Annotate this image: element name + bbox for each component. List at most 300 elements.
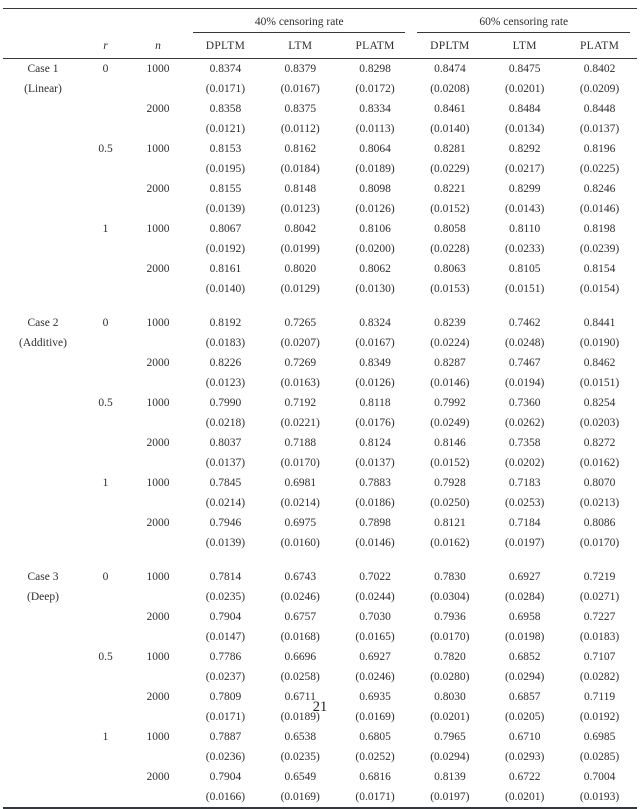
r-cell [83,159,128,179]
value-cell: 0.6852 [508,651,541,663]
value-cell: 0.6722 [508,771,541,783]
se-cell: (0.0282) [579,671,620,683]
value-cell: 0.7227 [583,611,616,623]
se-cell: (0.0137) [205,457,246,469]
r-cell [83,453,128,473]
value-cell: 0.8162 [284,143,317,155]
case-name-cell [3,647,83,667]
se-cell: (0.0166) [205,791,246,803]
n-cell [128,333,188,353]
se-row [3,373,637,393]
page-number: 21 [312,699,328,715]
se-cell: (0.0193) [579,791,620,803]
se-cell: (0.0250) [430,497,470,509]
case-subname-cell [3,413,83,433]
value-cell: 0.6743 [284,571,317,583]
r-cell [83,767,128,787]
se-cell: (0.0229) [430,163,470,175]
value-row [3,313,637,333]
r-cell [83,587,128,607]
se-cell: (0.0139) [205,537,246,549]
se-cell: (0.0205) [505,711,545,723]
value-cell: 0.8441 [583,317,616,329]
case-name-cell [3,607,83,627]
value-cell: 0.8154 [583,263,616,275]
se-cell: (0.0244) [355,591,395,603]
se-cell: (0.0112) [280,123,320,135]
n-cell [128,533,188,553]
value-cell: 0.6711 [284,691,316,703]
case-subname-cell: (Linear) [24,83,62,95]
n-cell [128,159,188,179]
se-cell: (0.0123) [280,203,320,215]
n-cell: 2000 [146,517,170,529]
se-cell: (0.0248) [505,337,545,349]
se-cell: (0.0172) [355,83,395,95]
r-cell [83,333,128,353]
col-group-60-label: 60% censoring rate [417,16,630,33]
se-cell: (0.0113) [355,123,395,135]
value-cell: 0.6935 [359,691,391,703]
value-row [3,179,637,199]
r-cell [83,413,128,433]
se-cell: (0.0221) [280,417,320,429]
se-cell: (0.0233) [505,243,545,255]
case-gap [3,299,637,313]
se-cell: (0.0167) [355,337,395,349]
value-cell: 0.8062 [359,263,391,275]
se-cell: (0.0214) [280,497,320,509]
value-row [3,567,637,587]
value-cell: 0.6805 [359,731,391,743]
r-cell [83,373,128,393]
r-header: r [83,33,128,59]
value-cell: 0.7358 [508,437,541,449]
table-body [3,59,637,809]
value-cell: 0.6757 [284,611,317,623]
se-cell: (0.0202) [505,457,545,469]
n-cell: 2000 [146,103,170,115]
r-cell [83,199,128,219]
value-cell: 0.8058 [434,223,466,235]
value-row [3,353,637,373]
value-cell: 0.7990 [209,397,242,409]
se-row [3,493,637,513]
value-row [3,219,637,239]
se-cell: (0.0262) [505,417,545,429]
value-cell: 0.6816 [359,771,391,783]
se-cell: (0.0137) [579,123,620,135]
n-cell [128,707,188,727]
se-cell: (0.0225) [579,163,620,175]
se-cell: (0.0285) [579,751,620,763]
se-cell: (0.0189) [355,163,395,175]
value-row [3,513,637,533]
value-cell: 0.8198 [583,223,616,235]
value-cell: 0.7192 [284,397,317,409]
se-cell: (0.0192) [205,243,246,255]
r-cell [83,747,128,767]
case-name-cell [3,353,83,373]
se-cell: (0.0154) [579,283,620,295]
se-cell: (0.0304) [430,591,470,603]
value-cell: 0.7022 [359,571,391,583]
value-cell: 0.8287 [434,357,466,369]
value-cell: 0.8105 [508,263,541,275]
se-cell: (0.0146) [355,537,395,549]
n-header: n [128,33,188,59]
value-cell: 0.8254 [583,397,616,409]
n-cell: 2000 [146,437,170,449]
r-cell: 1 [102,731,109,743]
value-cell: 0.8272 [583,437,616,449]
se-cell: (0.0169) [355,711,395,723]
group-header-spacer [3,9,188,34]
value-cell: 0.8106 [359,223,391,235]
case-subname-cell [3,667,83,687]
se-row [3,159,637,179]
value-cell: 0.7183 [508,477,541,489]
value-cell: 0.8155 [209,183,242,195]
value-cell: 0.7119 [583,691,616,703]
value-cell: 0.8124 [359,437,391,449]
value-cell: 0.8064 [359,143,391,155]
value-cell: 0.7845 [209,477,242,489]
se-cell: (0.0294) [430,751,470,763]
case-gap-cell [3,299,637,313]
n-cell [128,79,188,99]
value-cell: 0.8246 [583,183,616,195]
n-cell [128,493,188,513]
case-name-cell [3,727,83,747]
se-cell: (0.0246) [280,591,320,603]
value-cell: 0.6857 [508,691,541,703]
value-cell: 0.7269 [284,357,317,369]
case-name-cell [3,433,83,453]
value-row [3,767,637,787]
n-cell [128,119,188,139]
se-cell: (0.0134) [505,123,545,135]
case-subname-cell [3,239,83,259]
value-cell: 0.8030 [434,691,466,703]
r-cell: 1 [102,477,109,489]
value-cell: 0.8192 [209,317,242,329]
value-cell: 0.7107 [583,651,616,663]
value-cell: 0.7184 [508,517,541,529]
case-name-cell [3,219,83,239]
case-name-cell: Case 1 [27,63,59,75]
r-cell: 0 [102,317,109,329]
value-cell: 0.7936 [434,611,466,623]
se-cell: (0.0237) [205,671,246,683]
value-cell: 0.8020 [284,263,317,275]
value-cell: 0.8098 [359,183,391,195]
se-cell: (0.0153) [430,283,470,295]
se-cell: (0.0168) [280,631,320,643]
n-cell: 1000 [146,477,170,489]
value-row [3,687,637,707]
r-cell [83,353,128,373]
value-row [3,259,637,279]
value-cell: 0.8042 [284,223,317,235]
value-cell: 0.7188 [284,437,317,449]
value-cell: 0.8067 [209,223,242,235]
case-subname-cell [3,373,83,393]
se-cell: (0.0271) [579,591,620,603]
r-cell [83,433,128,453]
case-subname-cell: (Deep) [27,591,59,603]
r-cell [83,279,128,299]
value-cell: 0.8148 [284,183,317,195]
case-name-cell [3,473,83,493]
value-cell: 0.8121 [434,517,466,529]
n-cell [128,627,188,647]
se-cell: (0.0218) [205,417,246,429]
value-cell: 0.7883 [359,477,391,489]
se-cell: (0.0140) [205,283,246,295]
se-cell: (0.0201) [505,791,545,803]
value-cell: 0.7786 [209,651,242,663]
case-gap [3,553,637,567]
se-cell: (0.0214) [205,497,246,509]
value-cell: 0.8146 [434,437,466,449]
se-cell: (0.0176) [355,417,395,429]
se-cell: (0.0151) [505,283,545,295]
se-cell: (0.0162) [579,457,620,469]
se-cell: (0.0239) [579,243,620,255]
method-header-ltm-40: LTM [263,33,338,59]
se-cell: (0.0169) [280,791,320,803]
n-cell: 2000 [146,771,170,783]
case-subname-cell [3,119,83,139]
case-name-cell [3,393,83,413]
value-cell: 0.7219 [583,571,616,583]
se-cell: (0.0183) [579,631,620,643]
value-cell: 0.6710 [508,731,541,743]
value-cell: 0.7467 [508,357,541,369]
value-cell: 0.8070 [583,477,616,489]
method-header-ltm-60: LTM [487,33,562,59]
method-header-platm-60: PLATM [562,33,637,59]
value-cell: 0.8484 [508,103,541,115]
value-row [3,647,637,667]
se-cell: (0.0217) [505,163,545,175]
se-cell: (0.0170) [280,457,320,469]
se-cell: (0.0163) [280,377,320,389]
r-cell: 0.5 [98,651,113,663]
value-cell: 0.8379 [284,63,317,75]
case-name-cell [3,513,83,533]
n-cell [128,373,188,393]
se-cell: (0.0183) [205,337,246,349]
se-row [3,333,637,353]
value-cell: 0.8298 [359,63,391,75]
r-cell [83,79,128,99]
se-cell: (0.0146) [430,377,470,389]
se-cell: (0.0246) [355,671,395,683]
n-cell [128,453,188,473]
se-cell: (0.0252) [355,751,395,763]
se-cell: (0.0209) [579,83,620,95]
value-cell: 0.7992 [434,397,466,409]
se-cell: (0.0130) [355,283,395,295]
r-cell [83,687,128,707]
case-subname-cell [3,159,83,179]
value-cell: 0.8448 [583,103,616,115]
n-cell: 1000 [146,143,170,155]
se-cell: (0.0199) [280,243,320,255]
r-cell [83,99,128,119]
value-cell: 0.8153 [209,143,242,155]
value-row [3,59,637,80]
se-cell: (0.0160) [280,537,320,549]
case-name-cell [3,99,83,119]
value-cell: 0.7809 [209,691,242,703]
se-cell: (0.0228) [430,243,470,255]
case-subname-cell [3,533,83,553]
value-cell: 0.8292 [508,143,541,155]
se-cell: (0.0293) [505,751,545,763]
case-subname-cell [3,627,83,647]
value-cell: 0.8161 [209,263,242,275]
value-cell: 0.8299 [508,183,541,195]
value-cell: 0.7030 [359,611,391,623]
se-cell: (0.0151) [579,377,620,389]
value-cell: 0.8037 [209,437,242,449]
se-row [3,279,637,299]
se-cell: (0.0253) [505,497,545,509]
se-row [3,199,637,219]
n-cell: 1000 [146,731,170,743]
se-cell: (0.0203) [579,417,620,429]
value-cell: 0.8226 [209,357,242,369]
value-cell: 0.7965 [434,731,466,743]
value-cell: 0.8086 [583,517,616,529]
method-header-platm-40: PLATM [338,33,413,59]
se-cell: (0.0171) [205,711,246,723]
r-cell: 0 [102,571,109,583]
case-name-cell [3,259,83,279]
se-cell: (0.0197) [430,791,470,803]
se-cell: (0.0171) [355,791,395,803]
case-subname-cell: (Additive) [19,337,67,349]
case-name-cell [3,179,83,199]
r-cell: 0.5 [98,397,113,409]
value-cell: 0.8358 [209,103,242,115]
n-cell [128,587,188,607]
r-cell [83,533,128,553]
se-cell: (0.0280) [430,671,470,683]
n-cell [128,413,188,433]
se-cell: (0.0189) [280,711,320,723]
se-row [3,707,637,727]
r-cell [83,493,128,513]
case-name-cell: Case 3 [27,571,59,583]
value-cell: 0.6696 [284,651,317,663]
se-row [3,119,637,139]
value-cell: 0.6981 [284,477,317,489]
method-header-dpltm-40: DPLTM [188,33,263,59]
case-name-cell [3,767,83,787]
se-cell: (0.0137) [355,457,395,469]
method-header-row [3,33,637,59]
se-cell: (0.0186) [355,497,395,509]
n-cell: 2000 [146,357,170,369]
n-cell: 1000 [146,571,170,583]
r-cell [83,787,128,808]
se-cell: (0.0143) [505,203,545,215]
value-cell: 0.8334 [359,103,391,115]
se-cell: (0.0213) [579,497,620,509]
se-cell: (0.0200) [355,243,395,255]
value-row [3,727,637,747]
n-cell [128,667,188,687]
value-cell: 0.8281 [434,143,466,155]
se-row [3,747,637,767]
value-row [3,393,637,413]
value-cell: 0.7462 [508,317,541,329]
case-gap-cell [3,553,637,567]
se-cell: (0.0201) [430,711,470,723]
value-cell: 0.7360 [508,397,541,409]
se-row [3,587,637,607]
r-cell [83,627,128,647]
se-cell: (0.0236) [205,751,246,763]
r-cell: 0.5 [98,143,113,155]
case-subname-cell [3,747,83,767]
value-cell: 0.7830 [434,571,466,583]
value-cell: 0.6985 [583,731,616,743]
case-name-cell [3,687,83,707]
n-cell: 1000 [146,317,170,329]
r-cell [83,707,128,727]
col-group-40-label: 40% censoring rate [193,16,405,33]
se-cell: (0.0123) [205,377,246,389]
value-cell: 0.7820 [434,651,466,663]
value-row [3,99,637,119]
case-subname-cell [3,787,83,808]
se-row [3,239,637,259]
se-cell: (0.0192) [579,711,620,723]
se-cell: (0.0184) [280,163,320,175]
value-cell: 0.8349 [359,357,391,369]
se-row [3,787,637,808]
se-cell: (0.0152) [430,203,470,215]
se-cell: (0.0249) [430,417,470,429]
group-header-row [3,9,637,34]
value-cell: 0.8324 [359,317,391,329]
n-cell: 1000 [146,651,170,663]
se-cell: (0.0190) [579,337,620,349]
case-header-spacer [3,33,83,59]
se-cell: (0.0126) [355,203,395,215]
case-subname-cell [3,453,83,473]
value-cell: 0.7904 [209,771,242,783]
se-cell: (0.0201) [505,83,545,95]
n-cell [128,239,188,259]
se-cell: (0.0170) [430,631,470,643]
se-row [3,533,637,553]
case-subname-cell [3,279,83,299]
value-row [3,607,637,627]
value-cell: 0.6927 [359,651,391,663]
se-cell: (0.0146) [579,203,620,215]
value-cell: 0.7928 [434,477,466,489]
r-cell [83,259,128,279]
value-row [3,139,637,159]
se-cell: (0.0121) [205,123,246,135]
se-cell: (0.0152) [430,457,470,469]
